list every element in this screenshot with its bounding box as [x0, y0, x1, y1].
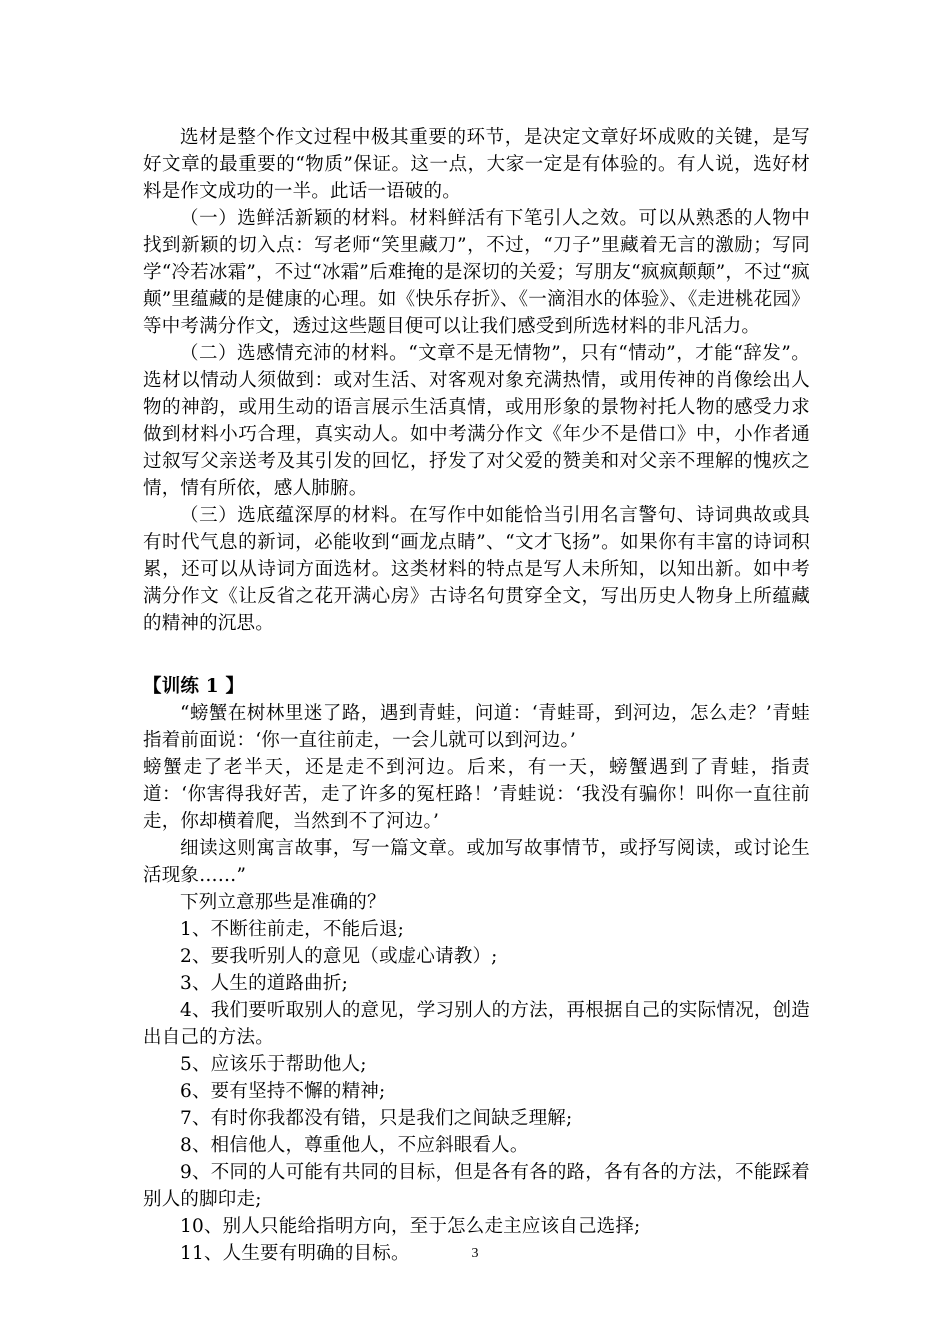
option-item: 11、人生要有明确的目标。 [180, 1243, 410, 1264]
intro-paragraph-2: （一）选鲜活新颖的材料。材料鲜活有下笔引人之效。可以从熟悉的人物中找到新颖的切入点：写老师“笑里藏刀”，不过，“刀子”里藏着无言的激励；写同学“冷若冰霜”，不过“冰霜”后难掩的是深切的关爱；写朋友“疯疯颠颠”，不过“疯颠”里蕴藏的是健康的心理。如《快乐存折》、《一滴泪水的体验》、《走进桃花园》等中考满分作文，透过这些题目便可以让我们感受到所选材料的非凡活力。 [143, 208, 810, 337]
section-gap [143, 637, 810, 673]
exercise-question: 下列立意那些是准确的？ [180, 892, 386, 913]
intro-paragraph-1: 选材是整个作文过程中极其重要的环节，是决定文章好坏成败的关键，是写好文章的最重要的“物质”保证。这一点，大家一定是有体验的。有人说，选好材料是作文成功的一半。此话一语破的。 [143, 127, 810, 202]
option-item: 10、别人只能给指明方向，至于怎么走主应该自己选择; [180, 1216, 641, 1237]
option-item: 8、相信他人，尊重他人，不应斜眼看人。 [180, 1135, 529, 1156]
intro-paragraph-3: （二）选感情充沛的材料。“文章不是无情物”，只有“情动”，才能“辞发”。选材以情动人须做到：或对生活、对客观对象充满热情，或用传神的肖像绘出人物的神韵，或用生动的语言展示生活真情，或用形象的景物衬托人物的感受力求做到材料小巧合理，真实动人。如中考满分作文《年少不是借口》中，小作者通过叙写父亲送考及其引发的回忆，抒发了对父爱的赞美和对父亲不理解的愧疚之情，情有所依，感人肺腑。 [143, 343, 810, 499]
intro-paragraph-4: （三）选底蕴深厚的材料。在写作中如能恰当引用名言警句、诗词典故或具有时代气息的新词，必能收到“画龙点睛”、“文才飞扬”。如果你有丰富的诗词积累，还可以从诗词方面选材。这类材料的特点是写人未所知，以知出新。如中考满分作文《让反省之花开满心房》古诗名句贯穿全文，写出历史人物身上所蕴藏的精神的沉思。 [143, 505, 810, 634]
exercise-instruction: 细读这则寓言故事，写一篇文章。或加写故事情节，或抒写阅读，或讨论生活现象……” [143, 838, 810, 886]
option-item: 5、应该乐于帮助他人; [180, 1054, 367, 1075]
option-item: 3、人生的道路曲折; [180, 973, 349, 994]
exercise-title: 【训练 1 】 [143, 676, 245, 697]
option-item: 9、不同的人可能有共同的目标，但是各有各的路，各有各的方法，不能踩着别人的脚印走; [143, 1162, 810, 1210]
option-item: 1、不断往前走，不能后退; [180, 919, 405, 940]
option-item: 2、要我听别人的意见（或虚心请教）; [180, 946, 498, 967]
story-paragraph-1: “螃蟹在树林里迷了路，遇到青蛙，问道：‘青蛙哥，到河边，怎么走？’青蛙指着前面说：‘你一直往前走，一会儿就可以到河边。’ [143, 703, 810, 751]
option-item: 4、我们要听取别人的意见，学习别人的方法，再根据自己的实际情况，创造出自己的方法。 [143, 1000, 810, 1048]
story-paragraph-2: 螃蟹走了老半天，还是走不到河边。后来，有一天，螃蟹遇到了青蛙，指责道：‘你害得我好苦，走了许多的冤枉路！’青蛙说：‘我没有骗你！叫你一直往前走，你却横着爬，当然到不了河边。’ [143, 757, 810, 832]
page-number: 3 [471, 1246, 479, 1261]
document-body [143, 124, 810, 1267]
option-item: 6、要有坚持不懈的精神; [180, 1081, 386, 1102]
option-item: 7、有时你我都没有错，只是我们之间缺乏理解; [180, 1108, 573, 1129]
